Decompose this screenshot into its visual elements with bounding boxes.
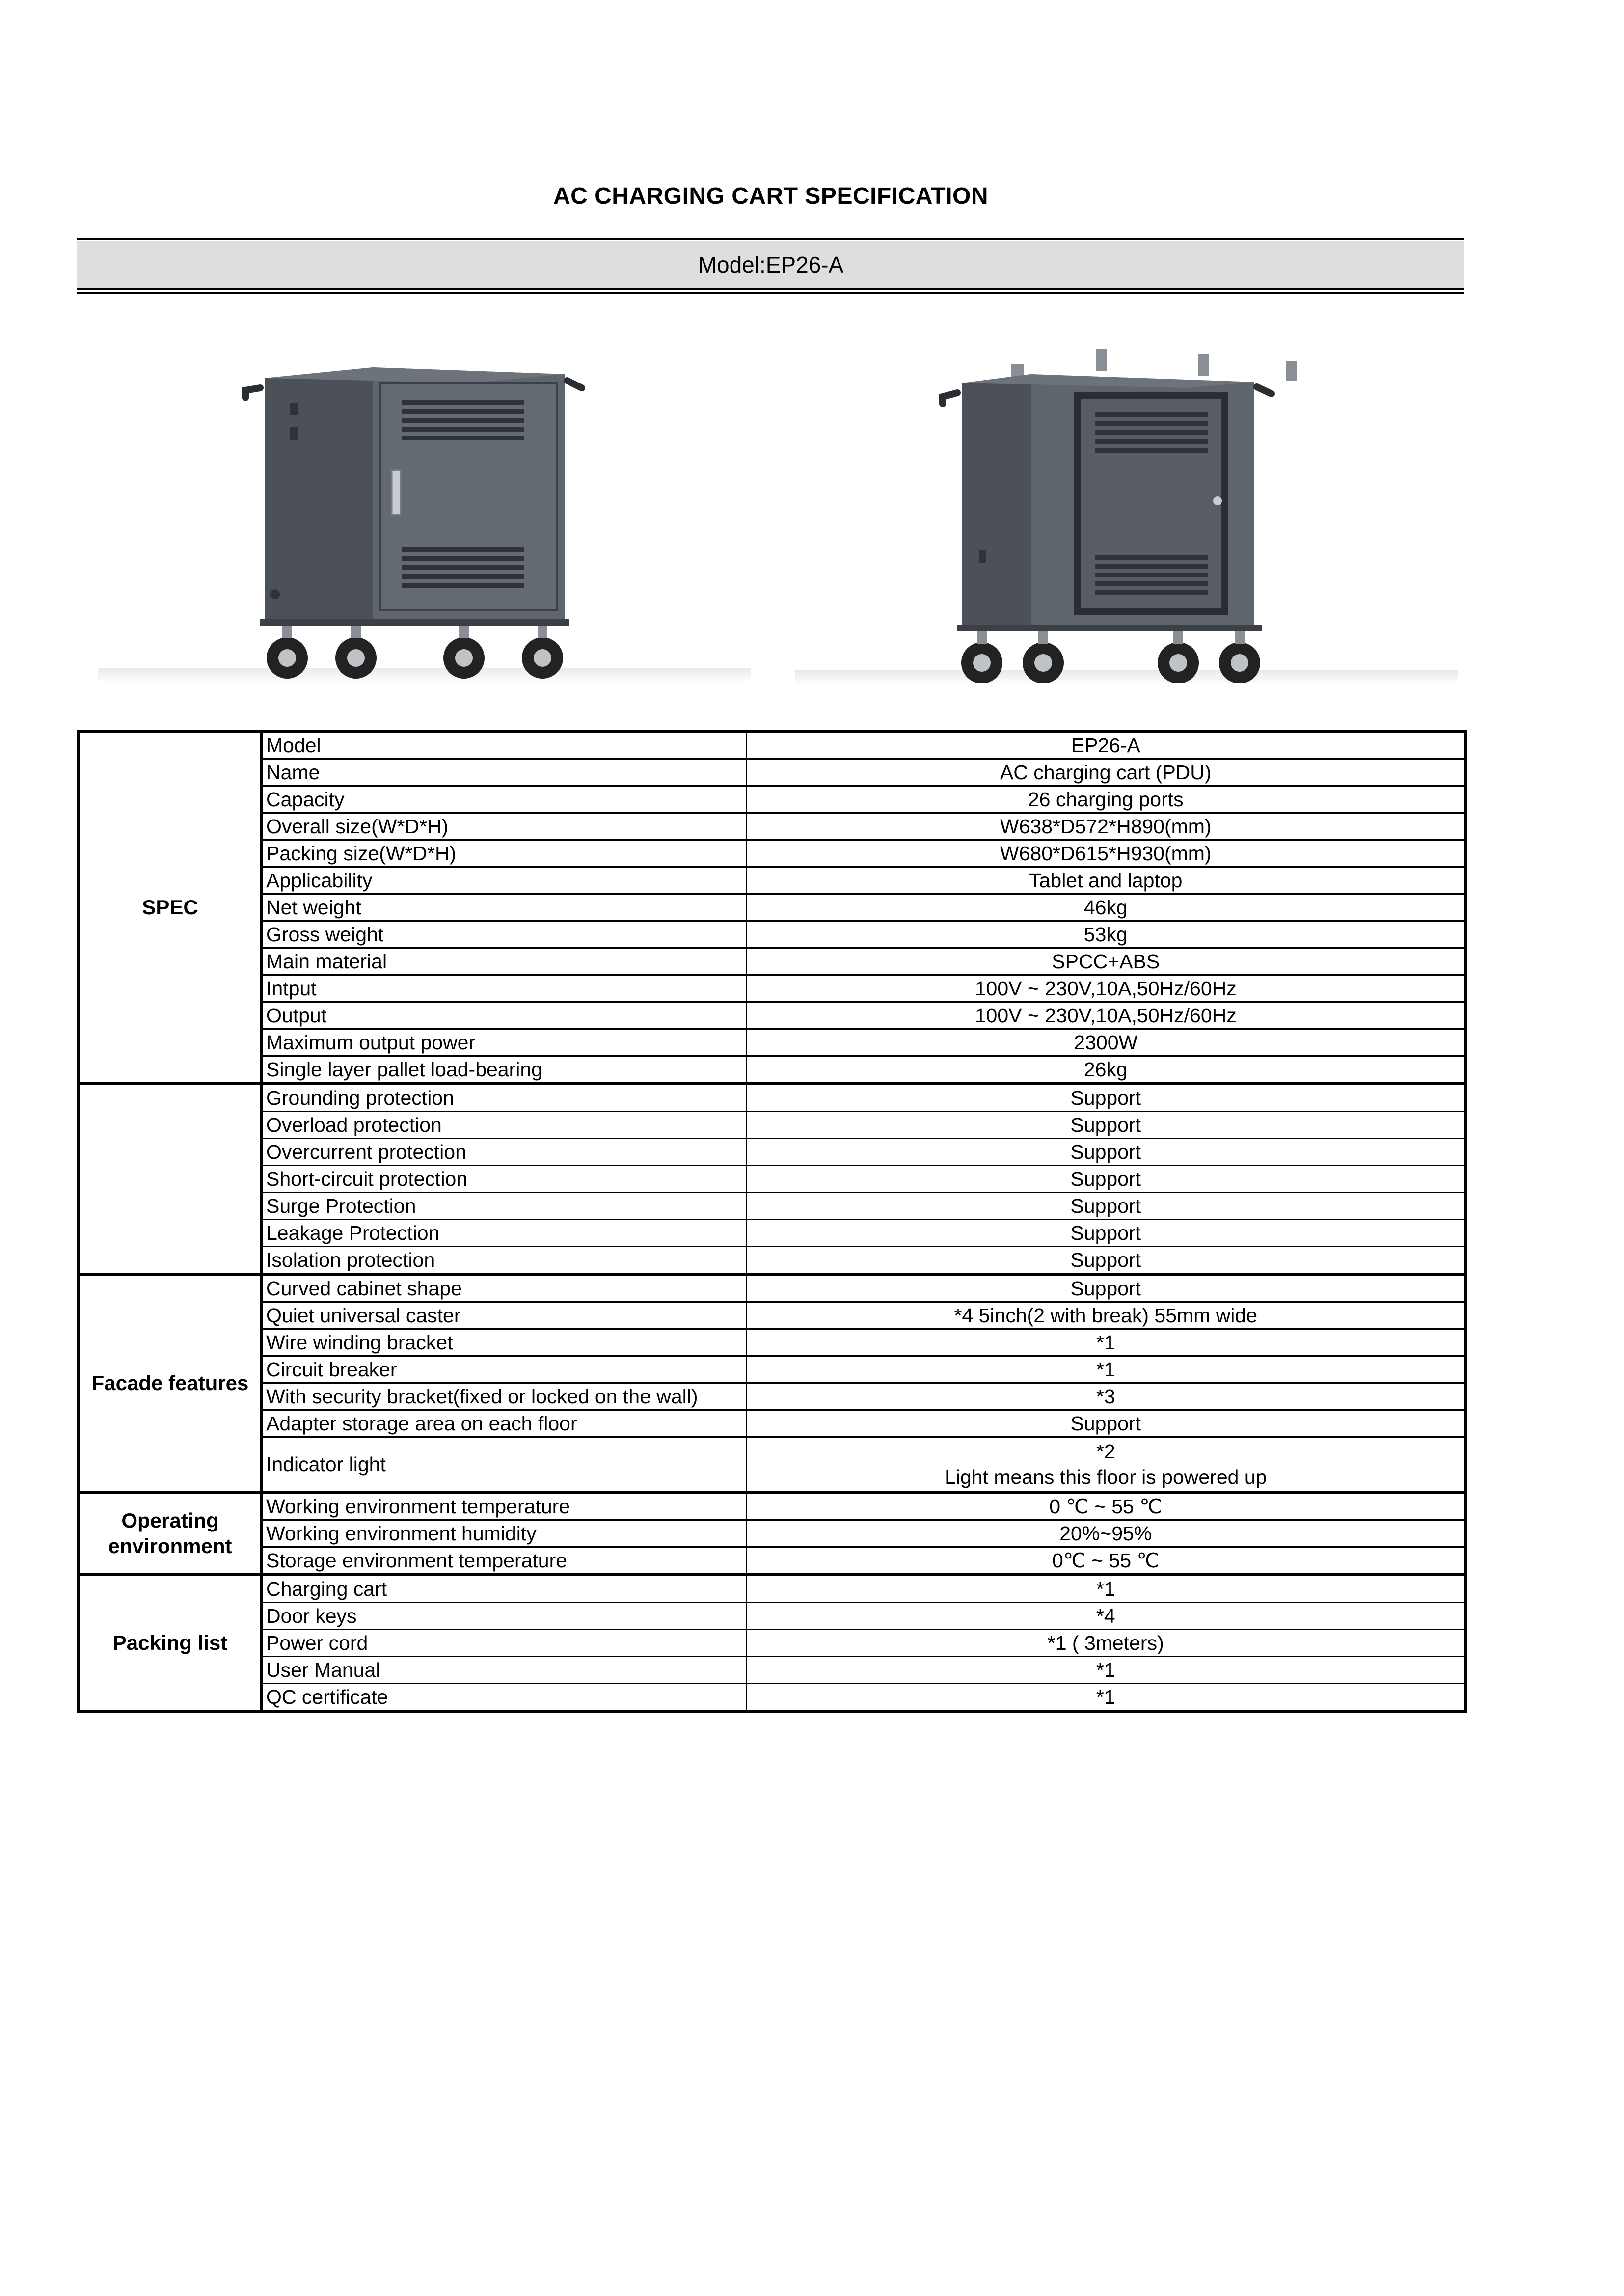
table-row: [79, 1437, 1466, 1493]
table-row: [79, 1492, 1466, 1520]
spec-value: *1: [746, 1657, 1466, 1684]
table-row: [79, 867, 1466, 894]
table-row: [79, 975, 1466, 1002]
spec-label: Adapter storage area on each floor: [262, 1410, 746, 1437]
table-row: [79, 731, 1466, 759]
table-row: [79, 1274, 1466, 1302]
spec-label: Net weight: [262, 894, 746, 921]
spec-value: *1: [746, 1575, 1466, 1603]
table-row: [79, 1139, 1466, 1166]
spec-value: 53kg: [746, 921, 1466, 948]
table-row: [79, 921, 1466, 948]
table-row: [79, 1603, 1466, 1630]
spec-value: W680*D615*H930(mm): [746, 840, 1466, 867]
spec-value: Tablet and laptop: [746, 867, 1466, 894]
spec-value: SPCC+ABS: [746, 948, 1466, 975]
table-row: [79, 840, 1466, 867]
spec-value: Support: [746, 1084, 1466, 1112]
spec-value: 0℃ ~ 55 ℃: [746, 1547, 1466, 1575]
spec-value: 0 ℃ ~ 55 ℃: [746, 1492, 1466, 1520]
spec-label: Short-circuit protection: [262, 1166, 746, 1193]
spec-value: *1 ( 3meters): [746, 1630, 1466, 1657]
spec-value: Support: [746, 1193, 1466, 1220]
model-banner: [77, 238, 1464, 296]
spec-value: 46kg: [746, 894, 1466, 921]
spec-label: Power cord: [262, 1630, 746, 1657]
spec-label: Overcurrent protection: [262, 1139, 746, 1166]
table-row: [79, 1112, 1466, 1139]
category-cell: Facade features: [79, 1274, 262, 1492]
spec-label: With security bracket(fixed or locked on the wall): [262, 1383, 746, 1410]
spec-label: Maximum output power: [262, 1029, 746, 1056]
spec-label: Charging cart: [262, 1575, 746, 1603]
spec-value: Support: [746, 1247, 1466, 1275]
table-row: [79, 1684, 1466, 1712]
table-row: [79, 1630, 1466, 1657]
spec-value: Support: [746, 1410, 1466, 1437]
spec-value: AC charging cart (PDU): [746, 759, 1466, 786]
spec-label: Quiet universal caster: [262, 1302, 746, 1329]
spec-value: [746, 1437, 1466, 1493]
spec-label: Model: [262, 731, 746, 759]
spec-label: Curved cabinet shape: [262, 1274, 746, 1302]
spec-label: Packing size(W*D*H): [262, 840, 746, 867]
spec-value: *3: [746, 1383, 1466, 1410]
table-row: [79, 1056, 1466, 1084]
model-banner-text: Model:EP26-A: [77, 241, 1464, 288]
table-row: [79, 948, 1466, 975]
table-row: [79, 1029, 1466, 1056]
spec-label: Working environment humidity: [262, 1520, 746, 1547]
table-row: [79, 1575, 1466, 1603]
table-row: [79, 1193, 1466, 1220]
document-title: AC CHARGING CART SPECIFICATION: [553, 183, 989, 209]
spec-label: Indicator light: [262, 1437, 746, 1493]
table-row: [79, 1383, 1466, 1410]
banner-rule-bottom: [77, 288, 1464, 290]
category-cell: Operating environment: [79, 1492, 262, 1575]
spec-value: 26 charging ports: [746, 786, 1466, 813]
spec-label: Applicability: [262, 867, 746, 894]
spec-value: 26kg: [746, 1056, 1466, 1084]
table-row: [79, 894, 1466, 921]
spec-value: Support: [746, 1166, 1466, 1193]
spec-label: Single layer pallet load-bearing: [262, 1056, 746, 1084]
cart-front-open-image: [795, 339, 1458, 702]
spec-label: Name: [262, 759, 746, 786]
spec-value: 2300W: [746, 1029, 1466, 1056]
spec-label: Door keys: [262, 1603, 746, 1630]
specification-table: [77, 730, 1467, 1713]
spec-label: Output: [262, 1002, 746, 1029]
spec-label: Surge Protection: [262, 1193, 746, 1220]
spec-label: Storage environment temperature: [262, 1547, 746, 1575]
table-row: [79, 1220, 1466, 1247]
spec-value: *4 5inch(2 with break) 55mm wide: [746, 1302, 1466, 1329]
spec-value: *1: [746, 1356, 1466, 1383]
spec-value: Support: [746, 1112, 1466, 1139]
table-row: [79, 1657, 1466, 1684]
spec-label: Overall size(W*D*H): [262, 813, 746, 840]
table-row: [79, 786, 1466, 813]
spec-label: Working environment temperature: [262, 1492, 746, 1520]
table-row: [79, 1520, 1466, 1547]
spec-value-line: *2: [1096, 1440, 1115, 1463]
spec-value: *1: [746, 1329, 1466, 1356]
spec-label: Circuit breaker: [262, 1356, 746, 1383]
table-row: [79, 1002, 1466, 1029]
table-row: [79, 759, 1466, 786]
table-row: [79, 1329, 1466, 1356]
table-row: [79, 1166, 1466, 1193]
category-cell: Packing list: [79, 1575, 262, 1711]
spec-value: W638*D572*H890(mm): [746, 813, 1466, 840]
table-row: [79, 1302, 1466, 1329]
spec-value: Support: [746, 1139, 1466, 1166]
spec-value: EP26-A: [746, 731, 1466, 759]
spec-label: Main material: [262, 948, 746, 975]
spec-label: Gross weight: [262, 921, 746, 948]
cart-front-closed-image: [98, 344, 751, 697]
spec-label: Intput: [262, 975, 746, 1002]
banner-rule-top: [77, 238, 1464, 240]
spec-label: Leakage Protection: [262, 1220, 746, 1247]
spec-value: Support: [746, 1274, 1466, 1302]
category-cell: [79, 1084, 262, 1274]
banner-rule-bottom-double: [77, 292, 1464, 294]
spec-value: 100V ~ 230V,10A,50Hz/60Hz: [746, 1002, 1466, 1029]
spec-value: *4: [746, 1603, 1466, 1630]
spec-value: 20%~95%: [746, 1520, 1466, 1547]
specification-table-body: [79, 731, 1466, 1711]
table-row: [79, 1084, 1466, 1112]
spec-label: Grounding protection: [262, 1084, 746, 1112]
spec-label: Overload protection: [262, 1112, 746, 1139]
spec-label: QC certificate: [262, 1684, 746, 1712]
table-row: [79, 1247, 1466, 1275]
spec-value-note: Light means this floor is powered up: [945, 1466, 1267, 1488]
spec-value: Support: [746, 1220, 1466, 1247]
spec-label: Capacity: [262, 786, 746, 813]
spec-value: *1: [746, 1684, 1466, 1712]
table-row: [79, 1356, 1466, 1383]
table-row: [79, 813, 1466, 840]
spec-label: Wire winding bracket: [262, 1329, 746, 1356]
category-cell: SPEC: [79, 731, 262, 1084]
table-row: [79, 1410, 1466, 1437]
table-row: [79, 1547, 1466, 1575]
spec-label: Isolation protection: [262, 1247, 746, 1275]
spec-value: 100V ~ 230V,10A,50Hz/60Hz: [746, 975, 1466, 1002]
spec-label: User Manual: [262, 1657, 746, 1684]
